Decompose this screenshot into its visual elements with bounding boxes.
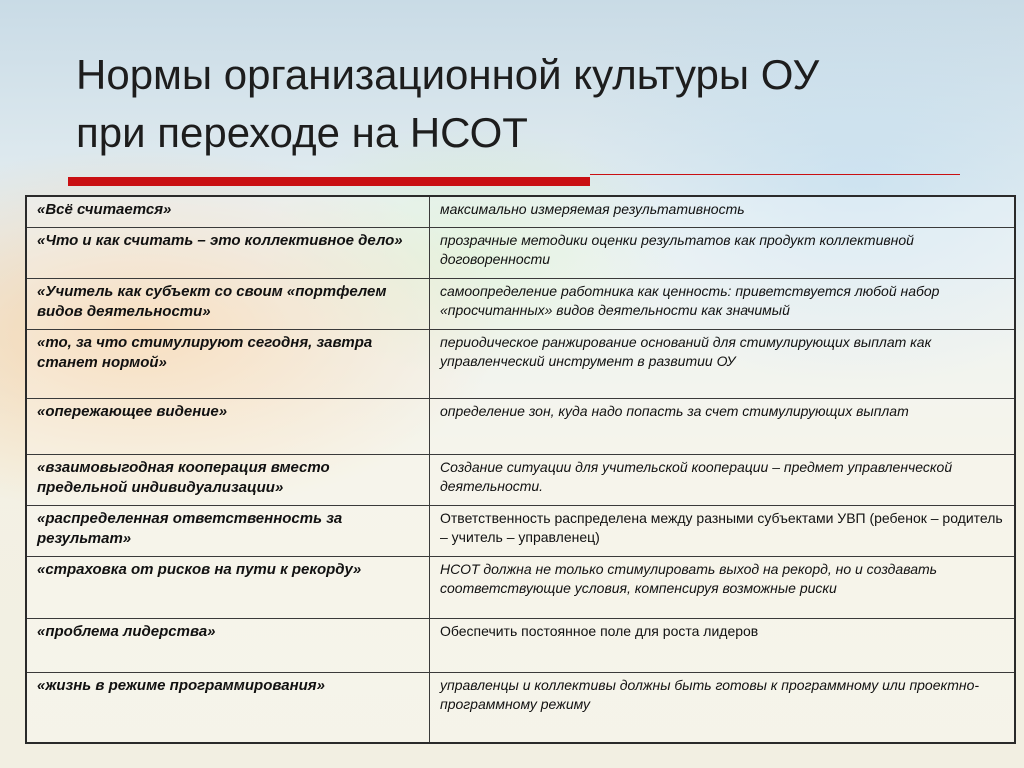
- norm-cell: [26, 278, 430, 329]
- norm-text: «страховка от рисков на пути к рекорду»: [37, 560, 362, 578]
- desc-text: определение зон, куда надо попасть за счет стимулирующих выплат: [440, 402, 909, 419]
- desc-cell: [430, 196, 1016, 227]
- desc-cell: [430, 672, 1016, 743]
- norm-cell: [26, 398, 430, 454]
- desc-text: Ответственность распределена между разными субъектами УВП (ребенок – родитель – учитель – управленец): [440, 509, 1003, 545]
- norms-table: [25, 195, 1016, 744]
- norm-text: «взаимовыгодная кооперация вместо предельной индивидуализации»: [37, 458, 330, 496]
- norm-text: «Всё считается»: [37, 201, 172, 218]
- norm-cell: [26, 556, 430, 618]
- table-row: [26, 196, 1015, 227]
- slide-title: [76, 46, 976, 162]
- norm-text: «проблема лидерства»: [37, 622, 216, 640]
- desc-text: управленцы и коллективы должны быть готовы к программному или проектно-программному режиму: [440, 676, 980, 712]
- norm-text: «опережающее видение»: [37, 402, 228, 420]
- norm-text: «то, за что стимулируют сегодня, завтра станет нормой»: [37, 333, 373, 371]
- norm-cell: [26, 505, 430, 556]
- norm-cell: [26, 454, 430, 505]
- slide-title-line-1: Нормы организационной культуры ОУ: [76, 51, 820, 98]
- desc-text: периодическое ранжирование оснований для стимулирующих выплат как управленческий инструмент в развитии ОУ: [440, 333, 932, 369]
- norm-cell: [26, 196, 430, 227]
- norm-text: «жизнь в режиме программирования»: [37, 676, 325, 694]
- desc-cell: [430, 329, 1016, 398]
- table-row: [26, 556, 1015, 618]
- norm-cell: [26, 672, 430, 743]
- desc-text: прозрачные методики оценки результатов как продукт коллективной договоренности: [440, 231, 914, 267]
- table-row: [26, 454, 1015, 505]
- desc-text: максимально измеряемая результативность: [440, 201, 745, 217]
- table-row: [26, 398, 1015, 454]
- norm-text: «Что и как считать – это коллективное дело»: [37, 231, 403, 249]
- desc-cell: [430, 398, 1016, 454]
- table-row: [26, 672, 1015, 743]
- norm-text: «распределенная ответственность за результат»: [37, 509, 343, 547]
- desc-text: самоопределение работника как ценность: приветствуется любой набор «просчитанных» видов деятельности как значимый: [440, 282, 940, 318]
- table-row: [26, 505, 1015, 556]
- desc-text: НСОТ должна не только стимулировать выход на рекорд, но и создавать соответствующие условия, компенсируя возможные риски: [440, 560, 937, 596]
- desc-cell: [430, 618, 1016, 672]
- table-row: [26, 329, 1015, 398]
- desc-text: Создание ситуации для учительской кооперации – предмет управленческой деятельности.: [440, 458, 953, 494]
- desc-cell: [430, 556, 1016, 618]
- norm-text: «Учитель как субъект со своим «портфелем видов деятельности»: [37, 282, 387, 320]
- slide-title-line-2: при переходе на НСОТ: [76, 109, 528, 156]
- table-row: [26, 278, 1015, 329]
- norm-cell: [26, 618, 430, 672]
- norm-cell: [26, 227, 430, 278]
- table-row: [26, 227, 1015, 278]
- desc-cell: [430, 227, 1016, 278]
- desc-cell: [430, 278, 1016, 329]
- table-row: [26, 618, 1015, 672]
- title-accent-line: [590, 174, 960, 175]
- desc-cell: [430, 505, 1016, 556]
- desc-text: Обеспечить постоянное поле для роста лидеров: [440, 622, 759, 639]
- norm-cell: [26, 329, 430, 398]
- title-accent-bar: [68, 177, 590, 186]
- desc-cell: [430, 454, 1016, 505]
